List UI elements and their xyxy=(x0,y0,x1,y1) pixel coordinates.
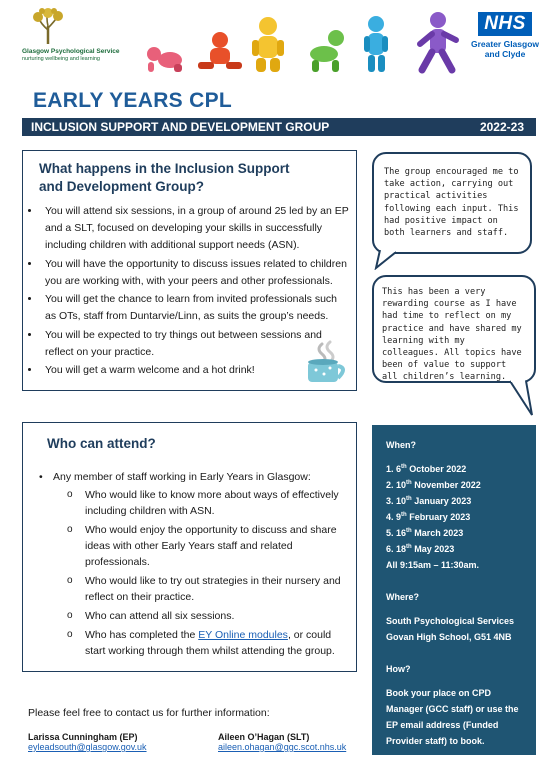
list-item: • You will get the chance to learn from invited professionals such as OTs, staff from Duntarvie/Linn, as suits the group’s needs. xyxy=(41,291,351,325)
date-month: October 2022 xyxy=(406,464,467,474)
session-date xyxy=(386,493,522,509)
attend-sublist xyxy=(37,487,349,659)
nhs-mark: NHS xyxy=(478,12,532,36)
how-heading: How? xyxy=(386,664,411,674)
nhs-board-line-2: and Clyde xyxy=(484,49,526,59)
speech-tail xyxy=(506,379,536,417)
date-suffix: th xyxy=(406,528,412,534)
date-suffix: th xyxy=(406,544,412,550)
date-month: March 2023 xyxy=(411,528,464,538)
glasgow-psychological-service-logo xyxy=(22,8,132,70)
who-can-attend-heading: Who can attend? xyxy=(47,436,156,451)
date-month: November 2022 xyxy=(411,480,481,490)
list-item: o Who would enjoy the opportunity to discuss and share ideas with other Early Years staff and related professionals. xyxy=(67,522,349,570)
tree-logo-icon xyxy=(32,8,64,46)
contact-name: Aileen O’Hagan (SLT) xyxy=(218,732,310,742)
session-date xyxy=(386,525,522,541)
title-bar xyxy=(22,118,536,136)
session-date xyxy=(386,477,522,493)
date-day: 16 xyxy=(396,528,407,538)
contact-intro: Please feel free to contact us for further information: xyxy=(28,707,270,719)
org-name: Glasgow Psychological Service xyxy=(22,48,120,55)
list-item: • You will be expected to try things out between sessions and reflect on your practice. xyxy=(41,327,351,361)
contact-email-link[interactable]: aileen.ohagan@ggc.scot.nhs.uk xyxy=(218,742,347,752)
list-item: • You will have the opportunity to discuss issues related to children you are working with, with your peers and other professionals. xyxy=(41,256,351,290)
date-day: 6 xyxy=(396,464,402,474)
what-happens-heading: What happens in the Inclusion Support and Development Group? xyxy=(39,161,290,194)
date-suffix: th xyxy=(406,480,412,486)
attend-intro: Any member of staff working in Early Years in Glasgow: xyxy=(53,471,311,483)
session-date xyxy=(386,461,522,477)
speech-tail xyxy=(372,250,412,270)
page-title: EARLY YEARS CPL xyxy=(33,89,233,112)
session-time: All 9:15am – 11:30am. xyxy=(386,560,480,570)
group-name: INCLUSION SUPPORT AND DEVELOPMENT GROUP xyxy=(31,120,330,134)
testimonial-text: The group encouraged me to take action, carrying out practical activities following each input. This had positive impact on both learners and staff. xyxy=(384,167,519,239)
contact-name: Larissa Cunningham (EP) xyxy=(28,732,138,742)
list-item: • You will get a warm welcome and a hot drink! xyxy=(41,362,351,379)
date-month: May 2023 xyxy=(411,544,455,554)
children-figures xyxy=(140,10,470,76)
date-number: 2. xyxy=(386,480,394,490)
date-day: 9 xyxy=(396,512,402,522)
nhs-board-line-1: Greater Glasgow xyxy=(470,39,540,49)
date-day: 10 xyxy=(396,496,407,506)
list-item: o Who would like to know more about ways of effectively including children with ASN. xyxy=(67,487,349,519)
date-number: 1. xyxy=(386,464,394,474)
date-number: 6. xyxy=(386,544,394,554)
session-date xyxy=(386,509,522,525)
date-suffix: th xyxy=(401,464,407,470)
ey-online-modules-link[interactable]: EY Online modules xyxy=(198,629,288,641)
session-date xyxy=(386,541,522,557)
date-day: 10 xyxy=(396,480,407,490)
list-item xyxy=(67,627,349,659)
date-suffix: th xyxy=(406,496,412,502)
contact-slt xyxy=(218,732,346,752)
list-item: o Who can attend all six sessions. xyxy=(67,608,349,624)
testimonial-bubble-2 xyxy=(372,275,536,383)
list-item xyxy=(37,469,349,485)
walking-child-icon xyxy=(364,16,388,72)
venue-line-1: South Psychological Services xyxy=(386,616,515,626)
list-item-text: Who has completed the xyxy=(85,629,199,641)
date-month: January 2023 xyxy=(411,496,472,506)
date-number: 3. xyxy=(386,496,394,506)
toddler-icon xyxy=(252,17,284,72)
list-item: • You will attend six sessions, in a group of around 25 led by an EP and a SLT, focused on developing your skills in successfully including children with additional support needs (ASN). xyxy=(41,203,351,254)
sitting-baby-icon xyxy=(198,32,242,69)
date-suffix: th xyxy=(401,512,407,518)
contact-ep xyxy=(28,732,147,752)
where-heading: Where? xyxy=(386,592,420,602)
crawling-child-icon xyxy=(310,30,344,72)
attend-list xyxy=(37,469,349,662)
booking-instructions: Book your place on CPD Manager (GCC staff) or use the EP email address (Funded Provider staff) to book. xyxy=(386,688,519,746)
academic-year: 2022-23 xyxy=(479,120,524,134)
testimonial-text: This has been a very rewarding course as I have had time to reflect on my practice and have shared my learning with my colleagues. All topics have been of value to support all children’s learning. xyxy=(382,287,522,383)
details-panel xyxy=(372,425,536,755)
date-number: 4. xyxy=(386,512,394,522)
when-heading: When? xyxy=(386,440,416,450)
contact-email-link[interactable]: eyleadsouth@glasgow.gov.uk xyxy=(28,742,147,752)
testimonial-bubble-1 xyxy=(372,152,532,254)
org-tagline: nurturing wellbeing and learning xyxy=(22,56,100,62)
who-can-attend-box xyxy=(22,422,357,672)
nhs-ggc-logo xyxy=(462,12,548,74)
crawling-baby-icon xyxy=(147,47,182,72)
coffee-mug-icon xyxy=(302,340,350,386)
venue-line-2: Govan High School, G51 4NB xyxy=(386,632,512,642)
date-number: 5. xyxy=(386,528,394,538)
running-child-icon xyxy=(420,12,456,70)
list-item-text: , or could start working through them whilst attending the group. xyxy=(85,629,335,657)
date-day: 18 xyxy=(396,544,407,554)
list-item: o Who would like to try out strategies in their nursery and reflect on their practice. xyxy=(67,573,349,605)
date-month: February 2023 xyxy=(406,512,471,522)
